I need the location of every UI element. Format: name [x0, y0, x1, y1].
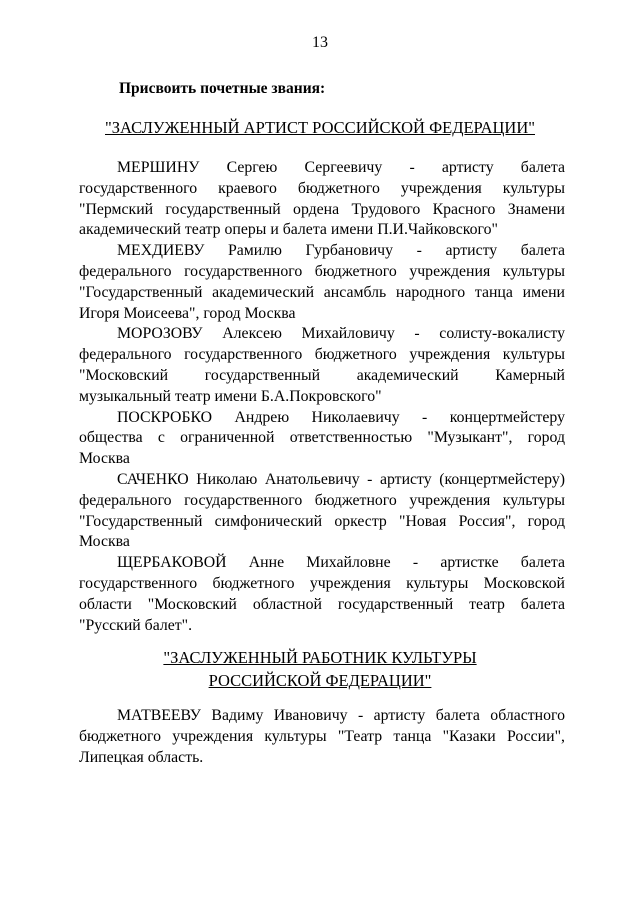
entry-line: Москва	[79, 450, 130, 468]
entry-line: ЩЕРБАКОВОЙ Анне Михайловне - артистке балета	[117, 554, 565, 572]
entry-line: Липецкая область.	[79, 748, 204, 766]
entry-line: "Пермский государственный ордена Трудового Красного Знамени	[79, 200, 565, 218]
intro-heading: Присвоить почетные звания:	[119, 80, 326, 97]
award-entry	[79, 408, 565, 470]
entry-line: Игоря Моисеева", город Москва	[79, 304, 296, 322]
entry-line: государственного краевого бюджетного учреждения культуры	[79, 179, 565, 197]
entry-line: "Русский балет".	[79, 616, 193, 634]
award-entry	[79, 241, 565, 324]
entry-line: государственного бюджетного учреждения культуры Московской	[79, 574, 565, 592]
entry-line: академический театр оперы и балета имени П.И.Чайковского"	[79, 221, 498, 239]
award-entry	[79, 553, 565, 636]
section-title-honored-culture-worker	[0, 647, 640, 692]
section-title-line: "ЗАСЛУЖЕННЫЙ РАБОТНИК КУЛЬТУРЫ	[163, 648, 477, 667]
section-title-honored-artist	[0, 117, 640, 140]
entry-line: МОРОЗОВУ Алексею Михайловичу - солисту-вокалисту	[117, 325, 565, 343]
entry-line: МАТВЕЕВУ Вадиму Ивановичу - артисту балета областного	[117, 707, 565, 724]
page-number: 13	[312, 34, 328, 51]
entry-line: МЕХДИЕВУ Рамилю Гурбановичу - артисту балета	[117, 242, 565, 260]
entry-line: общества с ограниченной ответственностью "Музыкант", город	[79, 429, 565, 447]
award-entry	[79, 706, 565, 768]
section-title-line: РОССИЙСКОЙ ФЕДЕРАЦИИ"	[208, 670, 432, 690]
entry-line: "Государственный академический ансамбль народного танца имени	[79, 283, 565, 301]
honored-artist-list	[79, 158, 565, 636]
entry-line: "Московский государственный академический Камерный	[79, 366, 565, 384]
entry-line: федерального государственного бюджетного учреждения культуры	[79, 262, 565, 280]
entry-line: бюджетного учреждения культуры "Театр танца "Казаки России",	[79, 727, 565, 745]
section-title-honored-artist-text: "ЗАСЛУЖЕННЫЙ АРТИСТ РОССИЙСКОЙ ФЕДЕРАЦИИ"	[105, 118, 535, 137]
entry-line: федерального государственного бюджетного учреждения культуры	[79, 491, 565, 509]
entry-line: области "Московский областной государственный театр балета	[79, 595, 565, 613]
honored-culture-worker-list	[79, 706, 565, 768]
award-entry	[79, 324, 565, 407]
entry-line: МЕРШИНУ Сергею Сергеевичу - артисту балета	[117, 159, 565, 176]
entry-line: Москва	[79, 533, 130, 551]
entry-line: музыкальный театр имени Б.А.Покровского"	[79, 387, 382, 405]
award-entry	[79, 158, 565, 241]
entry-line: ПОСКРОБКО Андрею Николаевичу - концертмейстеру	[117, 408, 565, 426]
entry-line: федерального государственного бюджетного учреждения культуры	[79, 346, 565, 364]
entry-line: "Государственный симфонический оркестр "Новая Россия", город	[79, 512, 565, 530]
entry-line: САЧЕНКО Николаю Анатольевичу - артисту (концертмейстеру)	[117, 470, 565, 488]
award-entry	[79, 470, 565, 553]
